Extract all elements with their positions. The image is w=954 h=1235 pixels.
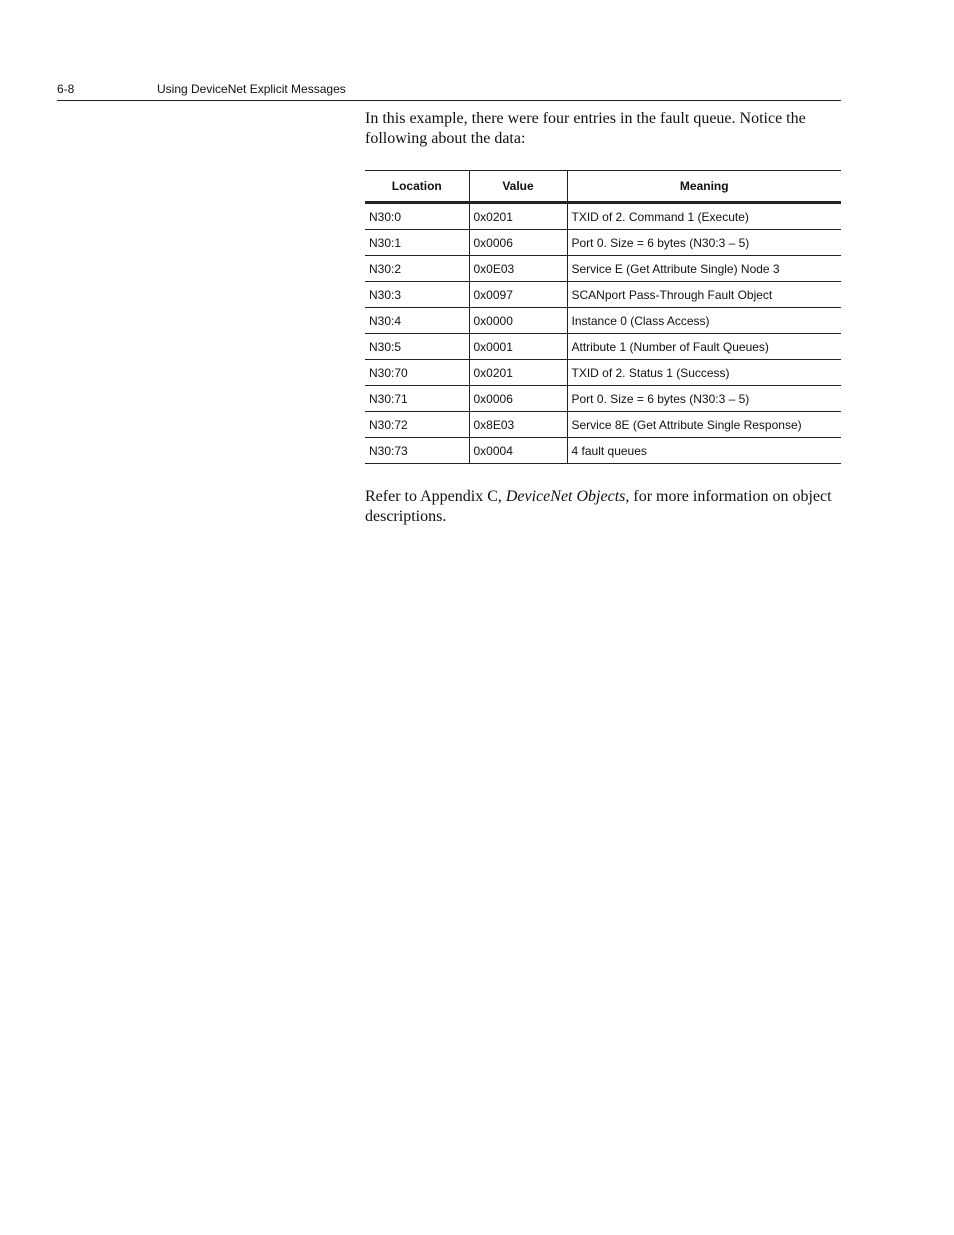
meaning-cell: Attribute 1 (Number of Fault Queues) xyxy=(567,334,841,360)
table-row xyxy=(365,334,841,360)
location-cell: N30:70 xyxy=(365,360,469,386)
meaning-cell: TXID of 2. Command 1 (Execute) xyxy=(567,203,841,230)
meaning-cell: Instance 0 (Class Access) xyxy=(567,308,841,334)
header-meaning: Meaning xyxy=(567,171,841,203)
location-cell: N30:3 xyxy=(365,282,469,308)
table-row xyxy=(365,282,841,308)
location-cell: N30:1 xyxy=(365,230,469,256)
value-cell: 0x0097 xyxy=(469,282,567,308)
meaning-cell: Port 0. Size = 6 bytes (N30:3 – 5) xyxy=(567,386,841,412)
table-row xyxy=(365,256,841,282)
table-header-row xyxy=(365,171,841,203)
meaning-cell: Service E (Get Attribute Single) Node 3 xyxy=(567,256,841,282)
refer-paragraph xyxy=(365,487,845,527)
value-cell: 0x0201 xyxy=(469,360,567,386)
table-row xyxy=(365,360,841,386)
meaning-cell: SCANport Pass-Through Fault Object xyxy=(567,282,841,308)
page-number: 6-8 xyxy=(57,82,75,96)
chapter-title: Using DeviceNet Explicit Messages xyxy=(157,82,346,96)
intro-paragraph: In this example, there were four entries in the fault queue. Notice the following about the data: xyxy=(365,110,806,147)
refer-title: DeviceNet Objects xyxy=(505,488,626,505)
header-value: Value xyxy=(469,171,567,203)
location-cell: N30:4 xyxy=(365,308,469,334)
refer-prefix: Refer to Appendix C, xyxy=(365,488,506,505)
fault-queue-table xyxy=(365,170,841,464)
refer-suffix: , for more information on object descriptions. xyxy=(365,488,832,525)
header-location: Location xyxy=(365,171,469,203)
location-cell: N30:72 xyxy=(365,412,469,438)
value-cell: 0x8E03 xyxy=(469,412,567,438)
page-header xyxy=(57,80,841,101)
meaning-cell: TXID of 2. Status 1 (Success) xyxy=(567,360,841,386)
value-cell: 0x0E03 xyxy=(469,256,567,282)
meaning-cell: Port 0. Size = 6 bytes (N30:3 – 5) xyxy=(567,230,841,256)
table-row xyxy=(365,203,841,230)
location-cell: N30:71 xyxy=(365,386,469,412)
location-cell: N30:0 xyxy=(365,203,469,230)
table-row xyxy=(365,412,841,438)
value-cell: 0x0004 xyxy=(469,438,567,464)
meaning-cell: 4 fault queues xyxy=(567,438,841,464)
table-row xyxy=(365,230,841,256)
table-row xyxy=(365,308,841,334)
value-cell: 0x0006 xyxy=(469,386,567,412)
value-cell: 0x0201 xyxy=(469,203,567,230)
location-cell: N30:5 xyxy=(365,334,469,360)
table-row xyxy=(365,438,841,464)
value-cell: 0x0006 xyxy=(469,230,567,256)
location-cell: N30:73 xyxy=(365,438,469,464)
value-cell: 0x0000 xyxy=(469,308,567,334)
value-cell: 0x0001 xyxy=(469,334,567,360)
table-row xyxy=(365,386,841,412)
meaning-cell: Service 8E (Get Attribute Single Response) xyxy=(567,412,841,438)
location-cell: N30:2 xyxy=(365,256,469,282)
